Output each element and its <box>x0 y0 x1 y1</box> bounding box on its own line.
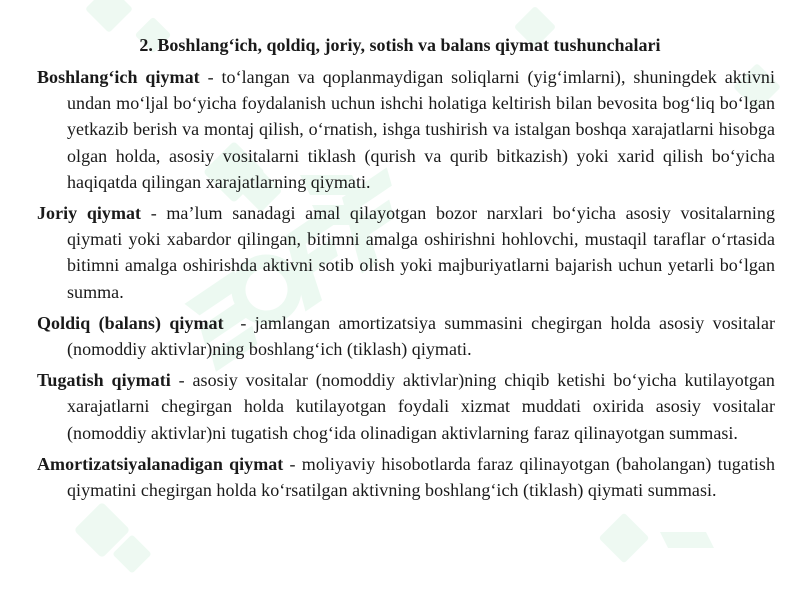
definition-text: to‘langan va qoplanmaydigan soliqlarni (yig‘imlarni), shuningdek aktivni undan mo‘ljal bo‘yicha foydalanish uchun ishchi holatiga keltirish bilan bevosita bog‘liq bo‘lgan yetkazib berish va montaj qilish, o‘rnatish, ishga tushirish va istalgan boshqa xarajatlarni hisobga olgan holda, asosiy vositalarni tiklash (qurish va qurib bitkazish) yoki xarid qilish bo‘yicha haqiqatda qilingan xarajatlarning qiymati. <box>67 67 775 192</box>
definition-term: Boshlang‘ich qiymat <box>37 67 200 87</box>
definition-separator: - <box>199 67 222 87</box>
definition-text: moliyaviy hisobotlarda faraz qilinayotgan (baholangan) tugatish qiymatini chegirgan holda ko‘rsatilgan aktivning boshlang‘ich (tiklash) qiymati summasi. <box>67 453 775 501</box>
definition-term: Amortizatsiyalanadigan qiymat <box>37 453 284 474</box>
definition-separator: - <box>223 312 255 333</box>
definition-term: Tugatish qiymati <box>37 370 171 391</box>
definition-separator: - <box>141 203 167 224</box>
section-title: 2. Boshlang‘ich, qoldiq, joriy, sotish va balans qiymat tushunchalari <box>139 35 661 55</box>
definition-term: Qoldiq (balans) qiymat <box>37 312 224 333</box>
definition-separator: - <box>283 453 302 474</box>
definition-tugatish-qiymati <box>37 367 775 446</box>
definition-text: ma’lum sanadagi amal qilayotgan bozor narxlari bo‘yicha asosiy vositalarning qiymati yoki xabardor qilingan, bitimni amalga oshirishni hohlovchi, mustaqil taraflar o‘rtasida bitimni amalga oshirishda aktivni sotib olish yoki majburiyatlarni bajarish uchun yetarli bo‘lgan summa. <box>67 203 775 302</box>
definition-separator: - <box>170 370 193 391</box>
definition-term: Joriy qiymat <box>37 203 142 224</box>
definition-text: jamlangan amortizatsiya summasini chegirgan holda asosiy vositalar (nomoddiy aktivlar)ning boshlang‘ich (tiklash) qiymati. <box>67 312 776 360</box>
definition-amortizatsiyalanadigan-qiymat <box>37 451 775 503</box>
definition-qoldiq-qiymat <box>37 310 775 362</box>
definition-boshlangich-qiymat <box>37 64 775 195</box>
definition-joriy-qiymat <box>37 200 775 305</box>
definitions-list <box>37 64 775 508</box>
definition-text: asosiy vositalar (nomoddiy aktivlar)ning chiqib ketishi bo‘yicha kutilayotgan xarajatlarni chegirgan holda kutilayotgan foydali xizmat muddati oxirida asosiy vositalar (nomoddiy aktivlar)ni tugatish chog‘ida olinadigan aktivlarning faraz qilinayotgan summasi. <box>67 370 775 443</box>
